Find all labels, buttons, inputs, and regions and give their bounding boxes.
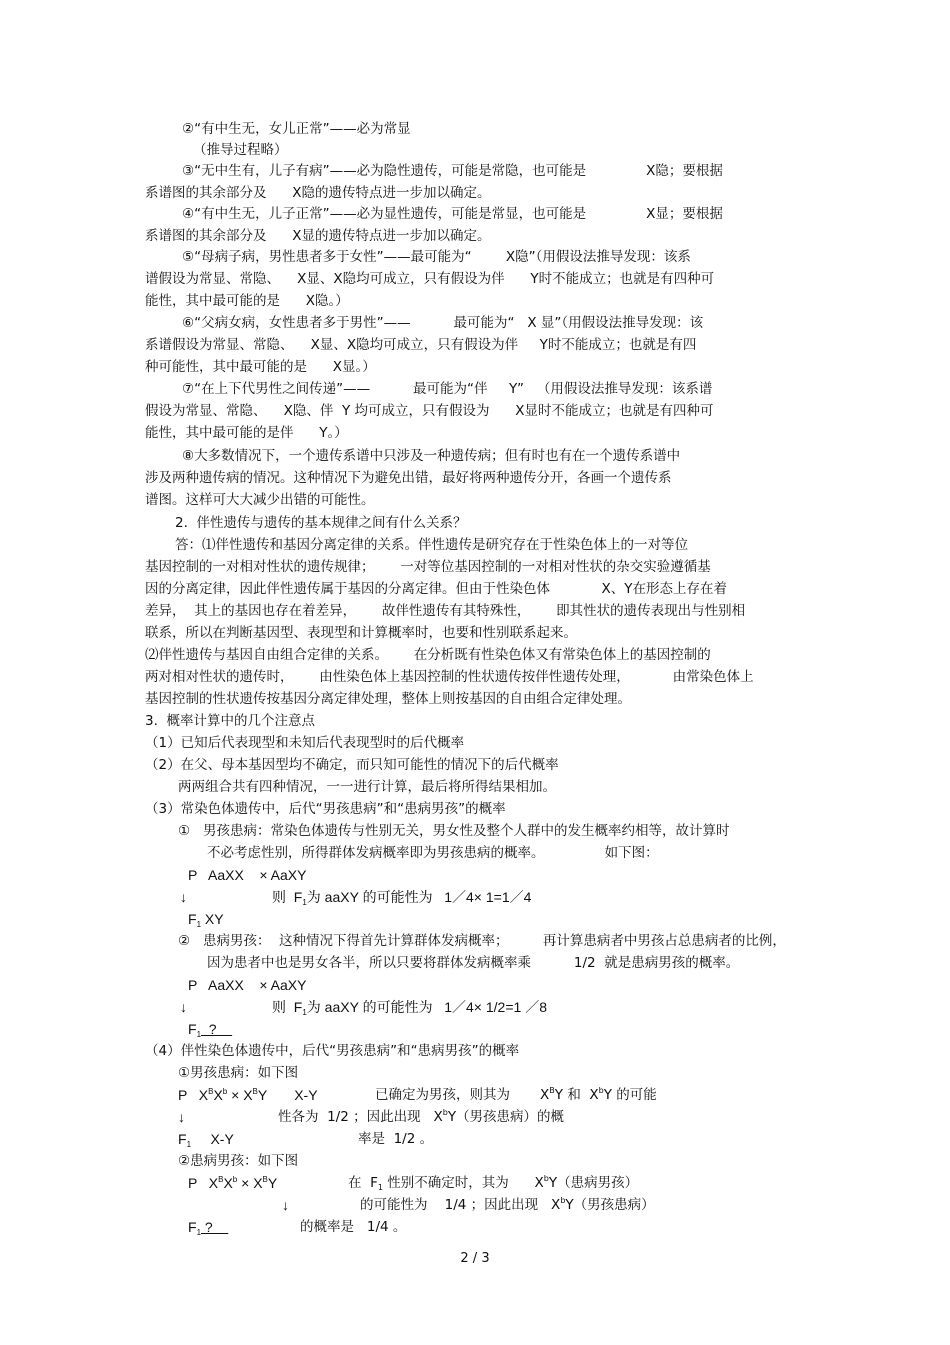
down-arrow-icon: ↓ bbox=[180, 889, 187, 905]
down-arrow-icon: ↓ bbox=[180, 999, 187, 1015]
offspring-label: $F_1$ ? bbox=[188, 1021, 233, 1039]
text-line: ⑵伴性遗传与基因自由组合定律的关系。 在分析既有性染色体又有常染色体上的基因控制的 bbox=[145, 647, 711, 663]
offspring-label: $F_1$ ? bbox=[188, 1219, 229, 1237]
text-line: 谱假设为常显、常隐、 X显、X隐均可成立，只有假设为伴 Y时不能成立；也就是有四种可 bbox=[145, 271, 715, 287]
text-line: 差异， 其上的基因也存在着差异， 故伴性遗传有其特殊性， 即其性状的遗传表现出与性别相 bbox=[145, 603, 746, 619]
text-line: ③“无中生有，儿子有病”——必为隐性遗传，可能是常隐，也可能是 X隐；要根据 bbox=[182, 163, 723, 179]
text-line: ②“有中生无，女儿正常”——必为常显 bbox=[182, 121, 411, 137]
offspring-label: $F_1$ X-Y bbox=[178, 1131, 234, 1149]
text-line: ①男孩患病：如下图 bbox=[178, 1065, 299, 1081]
cross-result-text: 已确定为男孩，则其为 $X^BY$ 和 $X^bY$ 的可能 bbox=[375, 1086, 657, 1103]
text-line: 因的分离定律，因此伴性遗传属于基因的分离定律。但由于性染色体 X、Y在形态上存在着 bbox=[145, 581, 727, 597]
text-line: ⑧大多数情况下，一个遗传系谱中只涉及一种遗传病；但有时也有在一个遗传系谱中 bbox=[182, 448, 681, 464]
cross-result-text: 则 $F_1$为 aaXY 的可能性为 1／4× 1=1／4 bbox=[272, 889, 532, 907]
text-line: 种可能性，其中最可能的是 X显。） bbox=[145, 359, 376, 375]
down-arrow-icon: ↓ bbox=[178, 1109, 185, 1125]
text-line: （1）已知后代表现型和未知后代表现型时的后代概率 bbox=[145, 735, 465, 751]
text-line: 联系，所以在判断基因型、表现型和计算概率时，也要和性别联系起来。 bbox=[145, 625, 577, 641]
text-line: （4）伴性染色体遗传中，后代“男孩患病”和“患病男孩”的概率 bbox=[145, 1043, 520, 1059]
page-number: 2 / 3 bbox=[460, 1251, 490, 1266]
text-line: 能性，其中最可能的是伴 Y。） bbox=[145, 425, 348, 441]
text-line: （2）在父、母本基因型均不确定，而只知可能性的情况下的后代概率 bbox=[145, 757, 559, 773]
text-line: 基因控制的一对相对性状的遗传规律； 一对等位基因控制的一对相对性状的杂交实验遵循基 bbox=[145, 559, 711, 575]
cross-result-text: 的概率是 1/4 。 bbox=[300, 1219, 407, 1235]
text-line: 不必考虑性别，所得群体发病概率即为男孩患病的概率。 如下图： bbox=[207, 845, 659, 861]
text-line: 能性，其中最可能的是 X隐。） bbox=[145, 293, 349, 309]
cross-result-text: 性各为 1/2 ；因此出现 $X^bY$（男孩患病）的概 bbox=[278, 1108, 565, 1125]
text-line: ⑦“在上下代男性之间传递”—— 最可能为“伴 Y” （用假设法推导发现：该系谱 bbox=[182, 381, 713, 397]
text-line: 系谱图的其余部分及 X显的遗传特点进一步加以确定。 bbox=[145, 228, 491, 244]
text-line: 答：⑴伴性遗传和基因分离定律的关系。伴性遗传是研究存在于性染色体上的一对等位 bbox=[175, 537, 688, 553]
cross-result-text: 的可能性为 1/4 ；因此出现 $X^bY$（男孩患病） bbox=[360, 1196, 655, 1213]
text-line: （推导过程略） bbox=[193, 142, 288, 158]
text-line: ⑤“母病子病，男性患者多于女性”——最可能为“ X隐”（用假设法推导发现：该系 bbox=[182, 249, 691, 265]
cross-parents: P AaXX × AaXY bbox=[188, 977, 307, 993]
text-line: ②患病男孩：如下图 bbox=[178, 1153, 299, 1169]
text-line: 系谱假设为常显、常隐、 X显、X隐均可成立，只有假设为伴 Y时不能成立；也就是有四 bbox=[145, 337, 697, 353]
text-line: 涉及两种遗传病的情况。这种情况下为避免出错，最好将两种遗传分开，各画一个遗传系 bbox=[145, 470, 672, 486]
text-line: ① 男孩患病：常染色体遗传与性别无关，男女性及整个人群中的发生概率约相等，故计算时 bbox=[178, 823, 730, 839]
text-line: 两对相对性状的遗传时， 由性染色体上基因控制的性状遗传按伴性遗传处理， 由常染色体上 bbox=[145, 669, 754, 685]
text-line: ④“有中生无，儿子正常”——必为显性遗传，可能是常显，也可能是 X显；要根据 bbox=[182, 206, 723, 222]
offspring-label: $F_1$ XY bbox=[188, 911, 224, 929]
text-line: （3）常染色体遗传中，后代“男孩患病”和“患病男孩”的概率 bbox=[145, 801, 506, 817]
section-heading: 3. 概率计算中的几个注意点 bbox=[145, 713, 315, 729]
text-line: 基因控制的性状遗传按基因分离定律处理，整体上则按基因的自由组合定律处理。 bbox=[145, 691, 631, 707]
section-heading: 2. 伴性遗传与遗传的基本规律之间有什么关系？ bbox=[175, 515, 467, 531]
cross-parents: P $X^BX^b \times X^BY$ X-Y bbox=[178, 1087, 318, 1103]
cross-result-text: 则 $F_1$为 aaXY 的可能性为 1／4× 1/2=1 ／8 bbox=[272, 999, 547, 1017]
text-line: ② 患病男孩： 这种情况下得首先计算群体发病概率； 再计算患病者中男孩占总患病者的比例， bbox=[178, 933, 786, 949]
cross-parents: P $X^BX^b \times X^BY$ bbox=[188, 1175, 278, 1191]
cross-result-text: 在 $F_1$ 性别不确定时，其为 $X^bY$（患病男孩） bbox=[348, 1174, 639, 1192]
down-arrow-icon: ↓ bbox=[282, 1197, 289, 1213]
cross-parents: P AaXX × AaXY bbox=[188, 867, 307, 883]
text-line: 因为患者中也是男女各半，所以只要将群体发病概率乘 1/2 就是患病男孩的概率。 bbox=[207, 955, 740, 971]
text-line: ⑥“父病女病，女性患者多于男性”—— 最可能为“ X 显”（用假设法推导发现：该 bbox=[182, 315, 704, 331]
text-line: 系谱图的其余部分及 X隐的遗传特点进一步加以确定。 bbox=[145, 185, 491, 201]
cross-result-text: 率是 1/2 。 bbox=[358, 1131, 434, 1147]
text-line: 两两组合共有四种情况，一一进行计算，最后将所得结果相加。 bbox=[178, 779, 556, 795]
text-line: 假设为常显、常隐、 X隐、伴 Y 均可成立，只有假设为 X显时不能成立；也就是有四种可 bbox=[145, 403, 714, 419]
text-line: 谱图。这样可大大减少出错的可能性。 bbox=[145, 492, 375, 508]
